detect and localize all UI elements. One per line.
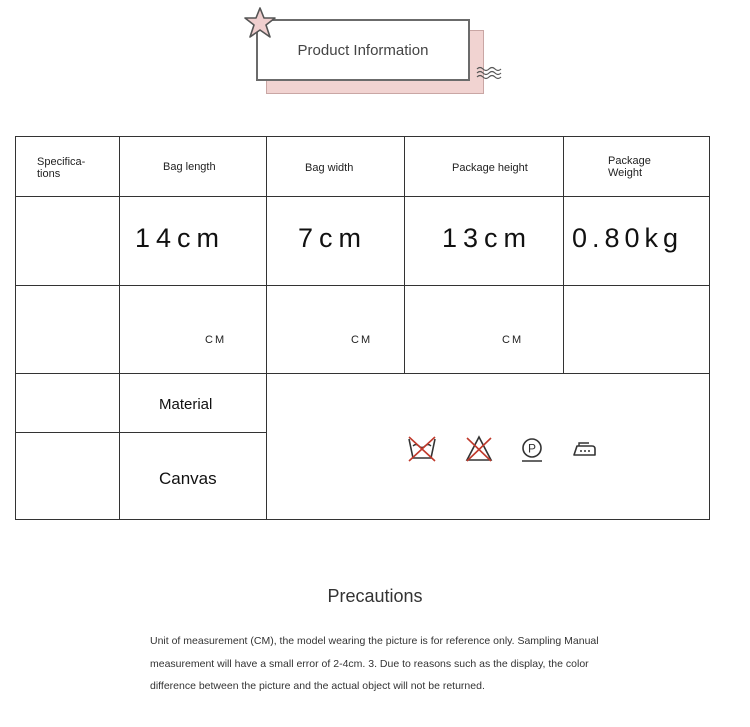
header-specifications: Specifica- tions	[37, 156, 86, 180]
material-label: Material	[159, 396, 213, 413]
header-bag-length: Bag length	[163, 161, 216, 173]
value-package-weight: 0.80kg	[572, 223, 684, 253]
value-bag-length: 14cm	[135, 223, 226, 253]
no-hand-wash-icon	[407, 434, 437, 464]
header-package-height: Package height	[452, 162, 528, 174]
star-icon	[243, 6, 277, 40]
dry-clean-p-icon	[518, 434, 548, 464]
header-front-card	[256, 19, 470, 81]
table-divider	[563, 137, 564, 374]
wave-decoration-icon	[476, 66, 502, 80]
material-value: Canvas	[159, 469, 217, 488]
table-divider	[404, 137, 405, 374]
header-badge	[0, 0, 750, 110]
header-bag-width: Bag width	[305, 162, 354, 174]
precautions-text-line: Unit of measurement (CM), the model wearing the picture is for reference only. Sampling Manual	[150, 635, 599, 647]
header-package-weight: Package Weight	[608, 155, 651, 179]
table-divider	[16, 196, 709, 197]
table-divider	[16, 432, 266, 433]
table-divider	[119, 137, 120, 520]
value-package-height: 13cm	[442, 223, 533, 253]
spec-table	[15, 136, 710, 520]
unit-label: CM	[502, 334, 524, 346]
table-divider	[16, 285, 709, 286]
unit-label: CM	[205, 334, 227, 346]
iron-low-icon	[570, 434, 600, 464]
no-bleach-icon	[464, 434, 494, 464]
precautions-title: Precautions	[327, 586, 423, 606]
unit-label: CM	[351, 334, 373, 346]
precautions-text-line: measurement will have a small error of 2-4cm. 3. Due to reasons such as the display, the color	[150, 658, 589, 670]
value-bag-width: 7cm	[298, 223, 368, 253]
table-divider	[16, 373, 709, 374]
precautions-text-line: difference between the picture and the actual object will not be returned.	[150, 680, 485, 692]
page-title: Product Information	[297, 41, 429, 59]
table-divider	[266, 137, 267, 520]
svg-text:P: P	[527, 441, 537, 456]
